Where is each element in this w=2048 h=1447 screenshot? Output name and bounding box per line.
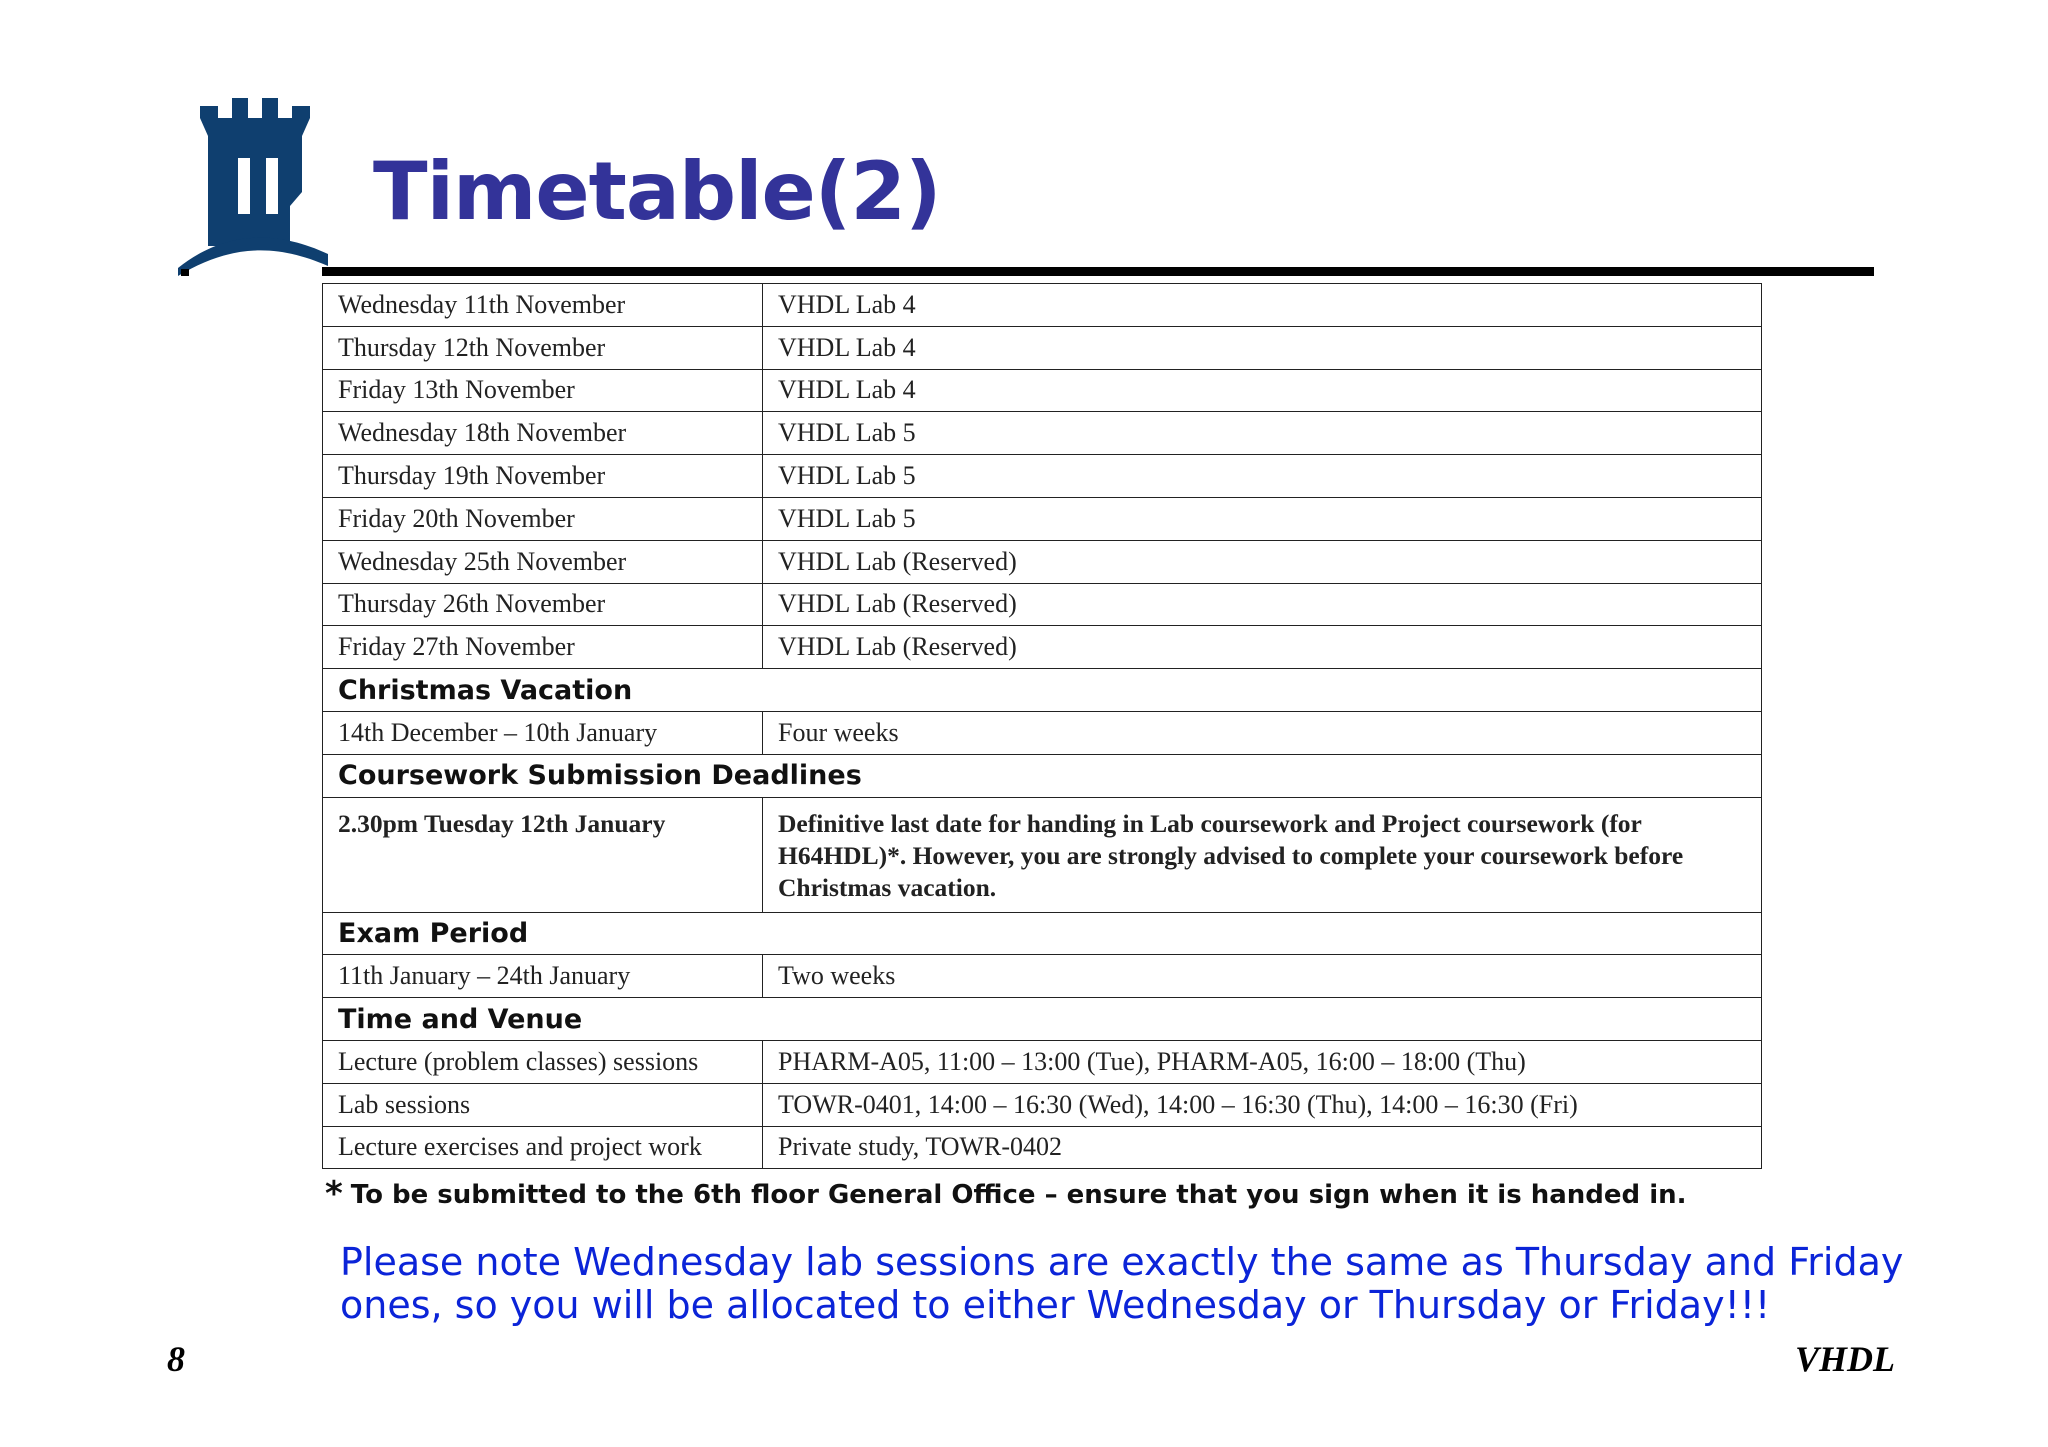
- row-activity: VHDL Lab 4: [763, 326, 1762, 369]
- venue-session-detail: PHARM-A05, 11:00 – 13:00 (Tue), PHARM-A05, 16:00 – 18:00 (Thu): [763, 1040, 1762, 1083]
- coursework-deadline-time: 2.30pm Tuesday 12th January: [323, 797, 763, 912]
- christmas-vacation-heading: Christmas Vacation: [323, 669, 1762, 712]
- table-row: [323, 955, 1762, 998]
- section-header-row: [323, 669, 1762, 712]
- table-row: [323, 626, 1762, 669]
- table-row: [323, 1126, 1762, 1169]
- table-row: [323, 797, 1762, 912]
- row-activity: VHDL Lab (Reserved): [763, 626, 1762, 669]
- table-row: [323, 412, 1762, 455]
- row-activity: VHDL Lab 5: [763, 455, 1762, 498]
- section-header-row: [323, 912, 1762, 955]
- row-activity: VHDL Lab 4: [763, 369, 1762, 412]
- row-activity: VHDL Lab (Reserved): [763, 583, 1762, 626]
- exam-period-heading: Exam Period: [323, 912, 1762, 955]
- footer-course-label: VHDL: [1794, 1339, 1895, 1379]
- row-activity: VHDL Lab (Reserved): [763, 540, 1762, 583]
- venue-session-type: Lecture exercises and project work: [323, 1126, 763, 1169]
- venue-session-type: Lecture (problem classes) sessions: [323, 1040, 763, 1083]
- table-row: [323, 540, 1762, 583]
- table-row: [323, 497, 1762, 540]
- table-row: [323, 284, 1762, 327]
- table-row: [323, 1040, 1762, 1083]
- table-row: [323, 1083, 1762, 1126]
- venue-session-detail: Private study, TOWR-0402: [763, 1126, 1762, 1169]
- title-rule-dot: [181, 269, 189, 276]
- time-and-venue-heading: Time and Venue: [323, 998, 1762, 1041]
- university-tower-logo-icon: [178, 96, 328, 278]
- venue-session-type: Lab sessions: [323, 1083, 763, 1126]
- title-underline-rule: [322, 267, 1874, 276]
- page-number: 8: [167, 1339, 185, 1379]
- venue-session-detail: TOWR-0401, 14:00 – 16:30 (Wed), 14:00 – 16:30 (Thu), 14:00 – 16:30 (Fri): [763, 1083, 1762, 1126]
- row-activity: VHDL Lab 4: [763, 284, 1762, 327]
- row-date: Thursday 12th November: [323, 326, 763, 369]
- coursework-deadlines-heading: Coursework Submission Deadlines: [323, 754, 1762, 797]
- row-date: Wednesday 18th November: [323, 412, 763, 455]
- row-date: Friday 13th November: [323, 369, 763, 412]
- row-date: Thursday 26th November: [323, 583, 763, 626]
- table-row: [323, 369, 1762, 412]
- timetable-table: [322, 283, 1762, 1169]
- note-line-1: Please note Wednesday lab sessions are exactly the same as Thursday and Friday: [340, 1240, 1904, 1284]
- row-date: Friday 27th November: [323, 626, 763, 669]
- footnote: [325, 1174, 1687, 1214]
- row-activity: VHDL Lab 5: [763, 497, 1762, 540]
- section-header-row: [323, 754, 1762, 797]
- footnote-text: To be submitted to the 6th floor General Office – ensure that you sign when it is handed in.: [350, 1180, 1687, 1210]
- section-header-row: [323, 998, 1762, 1041]
- page-title: Timetable(2): [373, 145, 941, 238]
- row-date: Wednesday 25th November: [323, 540, 763, 583]
- table-row: [323, 711, 1762, 754]
- row-date: Wednesday 11th November: [323, 284, 763, 327]
- row-activity: VHDL Lab 5: [763, 412, 1762, 455]
- exam-duration: Two weeks: [763, 955, 1762, 998]
- footnote-marker: *: [325, 1174, 343, 1214]
- table-row: [323, 455, 1762, 498]
- row-date: Thursday 19th November: [323, 455, 763, 498]
- wednesday-lab-note: [340, 1240, 1904, 1327]
- table-row: [323, 583, 1762, 626]
- coursework-deadline-description: Definitive last date for handing in Lab coursework and Project coursework (for H64HDL)*. However, you are strongly advised to complete your coursework before Christmas vacation.: [763, 797, 1762, 912]
- row-date: Friday 20th November: [323, 497, 763, 540]
- christmas-duration: Four weeks: [763, 711, 1762, 754]
- christmas-dates: 14th December – 10th January: [323, 711, 763, 754]
- note-line-2: ones, so you will be allocated to either Wednesday or Thursday or Friday!!!: [340, 1283, 1771, 1327]
- table-row: [323, 326, 1762, 369]
- exam-dates: 11th January – 24th January: [323, 955, 763, 998]
